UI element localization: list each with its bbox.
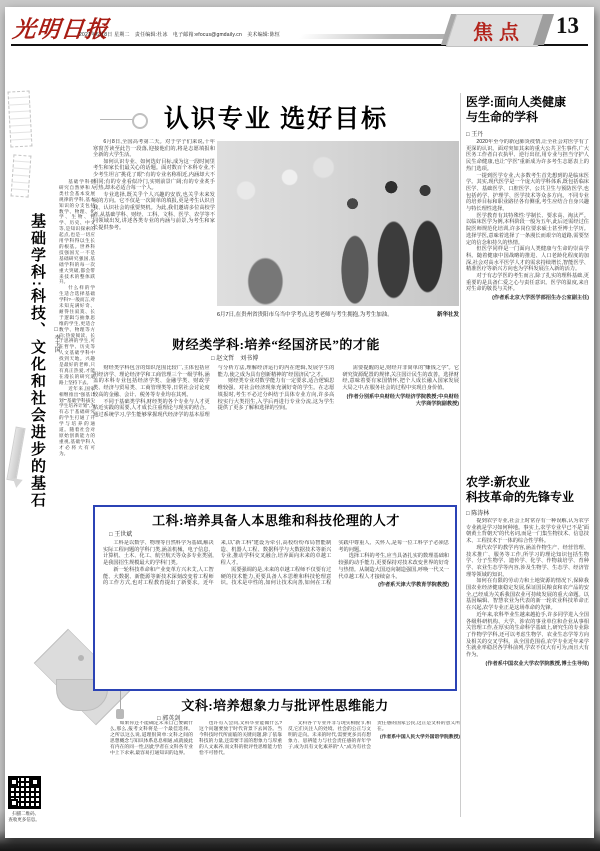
- left-article-body: [59, 179, 95, 647]
- paragraph: 近年来,国家相继推出“强基计划”“基础学科拔尖学生培养计划”,为有志于基础研究的学生打通了升学与培养的通道。随着社会对原始创新能力的重视,基础学科人才必将大有可为。: [59, 385, 95, 456]
- paragraph: 需要强调的是,未来的卓越工程师不仅要有过硬的技术能力,更要具备人本思维和科技伦理意识。技术是中性的,如何让技术向善,如何在工程实践中尊重人、关怀人,是每一位工科学子必须思考的问题。: [220, 540, 449, 587]
- agronomy-article-body: [466, 518, 589, 814]
- paragraph: 新一轮科技革命和产业变革方兴未艾,人工智能、大数据、新能源等新技术深刻改变着工程师的工作方式,也对工程教育提出了新要求。近年来,以“新工科”建设为牵引,高校纷纷布局智能制造、机器人工程、数据科学与大数据技术等新兴专业,推动学科交叉融合,培养面向未来的卓越工程人才。: [103, 540, 332, 587]
- medicine-article-byline: □ 王丹: [466, 132, 484, 138]
- pencil-illustration-tip: [11, 478, 22, 489]
- agronomy-title-line2: 科技革命的先锋专业: [466, 490, 575, 504]
- main-headline: 认识专业 选好目标: [163, 106, 389, 133]
- masthead-logo: 光明日报: [11, 16, 111, 43]
- finance-article-byline: □ 赵文哲 刘书博: [211, 356, 259, 362]
- liberal-arts-article-title: 文科:培养想象力与批评性思维能力: [181, 698, 389, 713]
- qr-caption: [5, 811, 43, 823]
- finance-article-title: 财经类学科:培养“经国济民”的才能: [172, 337, 380, 352]
- paragraph: 财经类专业对数学能力有一定要求,适合逻辑思维较强、对社会经济现象充满好奇的学生。在志愿填报时,考生不必过分纠结于具体专业方向,许多高校实行大类招生,入学后再进行专业分流,这为学生提供了更多了解和选择的空间。: [217, 378, 335, 412]
- article-footnote: (作者系中国农业大学农学院教授,博士生导师): [485, 660, 589, 667]
- column-divider: [460, 93, 461, 817]
- qr-eye: [10, 778, 18, 786]
- paragraph: 什么样的学生适合选择基础学科?一般而言,对未知充满好奇、耐得住寂寞、长于逻辑与抽象思维的学生,更适合数学、物理等方向;热爱阅读、长于思辨的学生,可在哲学、历史等人文基础学科中找到天地。兴趣是最好的老师,只有真正热爱,才能在漫长的研究道路上坚持下去。: [59, 285, 95, 385]
- qr-eye: [10, 799, 18, 807]
- paragraph: 如果你还不能确定未来自己要做什么,那么,报考文科将是一个最佳选择。之所以这么说,道理很简单:文科之间的思想概念与知识体系息息相通,成就彼此有内在的同一性,因此学者在文科各专业中上下求索,最容易打通知识的边界。: [110, 721, 193, 757]
- medicine-article-body: [466, 139, 589, 469]
- medicine-title-line1: 医学:面向人类健康: [466, 95, 566, 109]
- finance-article-body: [93, 365, 459, 501]
- certificate-illustration: [11, 154, 32, 197]
- dateline: 2021年6月8日 星期二 责任编辑:杜冰 电子邮箱:efocus@gmdaily.cn 美术编辑:陈恒: [79, 32, 280, 38]
- paragraph: 也许有人会问,文科毕业能做什么?这个问题要放于时代背景下去回答。当今科技时代所面临的关键问题,除了依靠科技的力量,还需要丰富的想象力与厚重的人文素养,而文科的批评性思维能力恰恰不可替代。: [199, 721, 282, 757]
- pencil-illustration: [6, 427, 25, 482]
- news-photo: [217, 141, 459, 306]
- certificate-illustration: [8, 90, 33, 147]
- paragraph: 不同于基础类学科,财经类的各个专业与人才更贴近实践的需要,人才成长注重理论与现实的结合。通过系统学习,学生能够掌握现代经济学的基本原理与分析方法,理解经济运行的内在逻辑,发展学生的能力,使之成为具有创新精神的“经国济民”之才。: [93, 365, 335, 418]
- paragraph: 如何认识专业、如何选好目标,成为这一段时间里考生和家长们最关心的话题。面对数百个本科专业,不少考生坦言“挑花了眼”:有的专业名称相近,内涵却大不相同;有的专业看似冷门,实则前景广阔;有的专业炙手可热,却未必适合每一个人。: [93, 158, 215, 192]
- qr-caption-line1: 扫描二维码,: [12, 811, 36, 816]
- engineering-article-title: 工科:培养具备人本思维和科技伦理的人才: [152, 513, 400, 528]
- engineering-article-body: [103, 540, 449, 684]
- agronomy-title-line1: 农学:新农业: [466, 475, 530, 489]
- paragraph: 2020年至今的新冠肺炎疫情,让全社会对医学有了更深的认识。面对突如其来的重大公共卫生事件,广大医务工作者白衣执甲、逆行出征,用专业与担当守护人民生命健康,也让“学医”重新成为许多考生志愿表上的热门选项。: [466, 139, 589, 172]
- paragraph: 现代农学的教学内容,涵盖作物生产、经营管理、技术推广、服务等工作,所学习的理论知识包括生物学、分子生物学、遗传学、化学、作物栽培学、育种学、农业生态学等内容,涉及生物学、生态学、经济管理等领域的知识。: [466, 544, 589, 578]
- article-footnote: (作者系北京大学医学部招生办公室副主任): [492, 295, 589, 302]
- paragraph: 工科是以数学、物理等自然科学为基础,解决实际工程问题的学科门类,涵盖机械、电子信息、计算机、土木、化工、航空航天等众多专业类别,是我国招生规模最大的学科门类。: [103, 540, 214, 567]
- paragraph: 一提到医学专业,大多数考生首先想到的是临床医学。其实,现代医学是一个庞大的学科体系,既包括临床医学、基础医学、口腔医学、公共卫生与预防医学,也包括药学、护理学、医学技术等众多方向。不同专业的培养目标和职业路径各有侧重,考生应结合自身兴趣与特长理性选择。: [466, 172, 589, 213]
- paragraph: 6月8日,全国高考第二天。对于学子们来说,十年寒窗苦读至此告一段落,迎接他们的,将是志愿填报和全新的大学生活。: [93, 139, 215, 159]
- paragraph: 基础学科指研究自然界和人类社会基本发展规律的学科,基本知识的分支包括数学、物理、化学、生物、哲学、历史、中文等,是知识探索的起点,也是一切应用学科得以生长的根基。世界科技强国无一不是基础研究强国,基础学科的每一次重大突破,都会带来技术的整体跃升。: [59, 179, 95, 285]
- newspaper-page: [5, 7, 594, 838]
- paragraph: 近年来,农科毕业生越来越抢手,许多同学进入全国各级科研机构、大学、涉农的事业单位和企业从事相关管理工作,在厚实的生命科学基础上,研究生的专业除了作物学学科,还可以考虑生物学、农业生态学等方向及相关的交叉学科。从全国范围看,农学专业近年来学生就业率稳居各学科前列,学农不仅大有可为,而且大有作为。: [466, 611, 589, 659]
- agronomy-article-byline: □ 陈涛林: [466, 511, 490, 517]
- photo-credit: 新华社发: [436, 312, 459, 318]
- paragraph: 文科各个专业并非与现实相脱节,相反,它们关注人的处境、社会的公正与文明的走向。未来的时代,需要更多具有想象力、思辨能力与社会责任感的青年学子,成为具有文化素养的“人”,成为有社会责任感的国家公民,这正是文科的意义所在。: [288, 721, 460, 751]
- cap-button: [78, 655, 84, 661]
- paragraph: 财经类学科包含的知识范围比较广,主体包括应用经济学、理论经济学和工商管理三个一级学科,涵盖的本科专业包括经济学类、金融学类、财政学类、经济与贸易类、工商管理类等,日常社会讨论度较高的金融、会计、税务等专业均在其列。: [93, 365, 210, 398]
- engineering-article-byline: □ 王世斌: [109, 532, 133, 538]
- article-footnote: (作者系中国人民大学外国语学院教授): [380, 735, 460, 741]
- article-footnote: (作者系天津大学教育学院教授): [378, 582, 449, 589]
- section-badge: 焦点: [473, 22, 525, 44]
- paragraph: 如何在有限的劳动力和土地资源的情况下,保障我国农业经济健康稳定发展,保证国民粮食和农产品的安全,已经成为关系我国农业可持续发展的重大命题。以基因编辑、智慧农业为代表的新一轮农业科技革命正在兴起,农学专业正是这场革命的先锋。: [466, 578, 589, 612]
- paragraph: 提到农学专业,社会上时常存有一种误解,认为农学专业就是学习如何种地。事实上,农学专业早已不是“面朝黄土背朝天”的代名词,而是一门集生物技术、信息技术、工程技术于一体的综合性学科。: [466, 518, 589, 545]
- left-article-author: □ 李玉国: [53, 327, 59, 353]
- photo-caption-row: [217, 310, 459, 318]
- paragraph: 但医学同样是一门面向人类健康与生命的崇高学科。随着健康中国战略的推进、人口老龄化程度的加深,社会对高水平医学人才的需求持续增长,智能医学、精准医疗等新兴方向也为学科发展注入新的活力。: [466, 246, 589, 273]
- medicine-title-line2: 与生命的学科: [466, 110, 539, 124]
- section-ribbon-tail: [298, 34, 454, 39]
- paragraph: 医学教育有其特殊性:学制长、要求高、淘汰严。以临床医学为例,本科阶段一般为五年,此后还需经过住院医师规范化培训,许多岗位要求硕士甚至博士学历。选择学医,意味着选择了一条漫长而艰辛的道路,需要坚定的信念和持久的热情。: [466, 212, 589, 246]
- qr-code: [8, 776, 41, 809]
- qr-eye: [31, 778, 39, 786]
- agronomy-article-title: [466, 475, 590, 505]
- liberal-arts-article-byline: □ 郭英剑: [157, 716, 181, 722]
- article-footnote: (作者分别系中央财经大学经济学院教授;中央财经大学商学院副教授): [346, 393, 459, 407]
- photo-caption: 6月7日,在贵州省贵阳市乌当中学考点,送考老师与考生拥抱,为考生加油。: [217, 312, 393, 318]
- left-article-title: 基础学科:科技、文化和社会进步的基石: [29, 213, 46, 509]
- medicine-article-title: [466, 95, 590, 125]
- lead-intro: [93, 139, 215, 335]
- page-number: 13: [556, 13, 579, 38]
- paragraph: 选择工科的考生,应当具备扎实的数理基础和较强的动手能力,更要保持对技术改变世界的好奇与热情。从制造大国迈向制造强国,呼唤一代又一代卓越工程人才接续奋斗。: [338, 553, 449, 580]
- liberal-arts-article-body: [110, 721, 460, 801]
- qr-caption-line2: 查收更多信息。: [8, 817, 40, 822]
- paragraph: 对于有志学医的考生而言,除了扎实的理科基础,更重要的是具备仁爱之心与责任意识。医学的温度,来自对生命的敬畏与关怀。: [466, 273, 589, 293]
- paragraph: 专业选择,既关乎个人兴趣的安放,也关乎未来发展的方向。它不仅是一次简单的填报,更是考生认识自我、认识社会的重要契机。为此,我们邀请多位高校学者,从基础学科、财经、工科、文科、医学、农学等不同领域出发,讲述各类专业的内涵与前景,为考生和家长提供参考。: [93, 191, 215, 231]
- paragraph: 需要提醒的是,财经并非简单的“赚钱之学”。它研究资源配置的规律,关注国计民生的改善。选择财经,意味着要有家国情怀,把个人成长融入国家发展大局之中,在服务社会的过程中实现自身价值。: [342, 365, 459, 392]
